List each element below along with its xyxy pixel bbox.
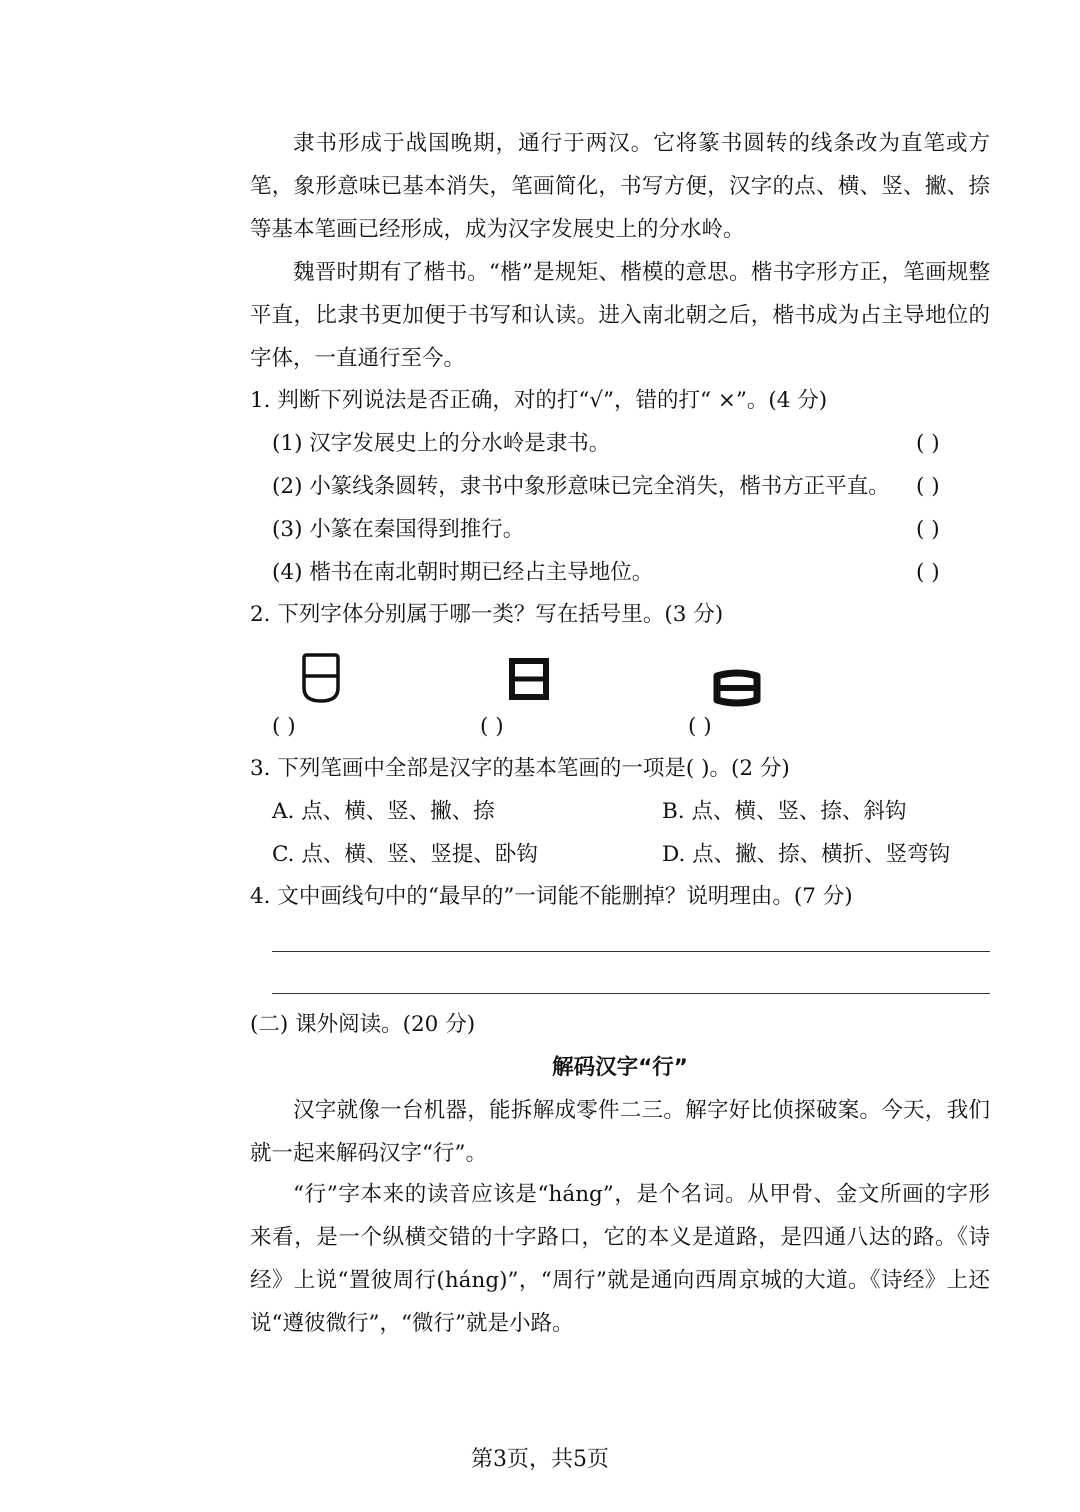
answer-paren-q1-3[interactable]: ( ) <box>916 517 940 542</box>
option-d[interactable]: D. 点、撇、捺、横折、竖弯钩 <box>662 842 951 867</box>
clerical-script-ri-glyph <box>711 668 763 708</box>
seal-script-ri-glyph <box>300 652 342 704</box>
passage-paragraph-regular: 魏晋时期有了楷书。“楷”是规矩、楷模的意思。楷书字形方正，笔画规整平直，比隶书更加便于书写和认读。进入南北朝之后，楷书成为占主导地位的字体，一直通行至今。 <box>250 260 990 371</box>
question-3-prompt: 3. 下列笔画中全部是汉字的基本笔画的一项是( )。(2 分) <box>250 756 790 781</box>
answer-paren-q1-2[interactable]: ( ) <box>916 474 940 499</box>
regular-script-ri-glyph <box>507 657 551 701</box>
option-a[interactable]: A. 点、横、竖、撇、捺 <box>272 799 495 824</box>
answer-line-1[interactable] <box>272 951 990 952</box>
article-paragraph-2: “行”字本来的读音应该是“háng”，是个名词。从甲骨、金文所画的字形来看，是一个纵横交错的十字路口，它的本义是道路，是四通八达的路。《诗经》上说“置彼周行(háng)”，“周行”就是通向西周京城的大道。《诗经》上还说“遵彼微行”，“微行”就是小路。 <box>250 1182 990 1336</box>
question-1-item-3: (3) 小篆在秦国得到推行。 <box>272 517 525 542</box>
answer-line-2[interactable] <box>272 993 990 994</box>
question-1-item-2: (2) 小篆线条圆转，隶书中象形意味已完全消失，楷书方正平直。 <box>272 474 890 499</box>
option-b[interactable]: B. 点、横、竖、捺、斜钩 <box>662 799 907 824</box>
passage-paragraph-clerical: 隶书形成于战国晚期，通行于两汉。它将篆书圆转的线条改为直笔或方笔，象形意味已基本消失，笔画简化，书写方便，汉字的点、横、竖、撇、捺等基本笔画已经形成，成为汉字发展史上的分水岭。 <box>250 131 990 242</box>
answer-paren-q2-2[interactable]: ( ) <box>480 714 504 739</box>
article-title: 解码汉字“行” <box>552 1055 688 1080</box>
question-2-prompt: 2. 下列字体分别属于哪一类？写在括号里。(3 分) <box>250 602 724 627</box>
page-number: 第3页，共5页 <box>471 1447 609 1472</box>
question-1-item-1: (1) 汉字发展史上的分水岭是隶书。 <box>272 431 611 456</box>
option-c[interactable]: C. 点、横、竖、竖提、卧钩 <box>272 842 538 867</box>
question-4-prompt: 4. 文中画线句中的“最早的”一词能不能删掉？说明理由。(7 分) <box>250 884 853 909</box>
article-paragraph-1: 汉字就像一台机器，能拆解成零件二三。解字好比侦探破案。今天，我们就一起来解码汉字“行”。 <box>250 1098 990 1166</box>
question-1-prompt: 1. 判断下列说法是否正确，对的打“√”，错的打“ ×”。(4 分) <box>250 388 828 413</box>
answer-paren-q2-3[interactable]: ( ) <box>688 714 712 739</box>
section-2-label: (二) 课外阅读。(20 分) <box>250 1012 476 1037</box>
question-1-item-4: (4) 楷书在南北朝时期已经占主导地位。 <box>272 560 654 585</box>
answer-paren-q1-1[interactable]: ( ) <box>916 431 940 456</box>
answer-paren-q1-4[interactable]: ( ) <box>916 560 940 585</box>
answer-paren-q2-1[interactable]: ( ) <box>272 714 296 739</box>
